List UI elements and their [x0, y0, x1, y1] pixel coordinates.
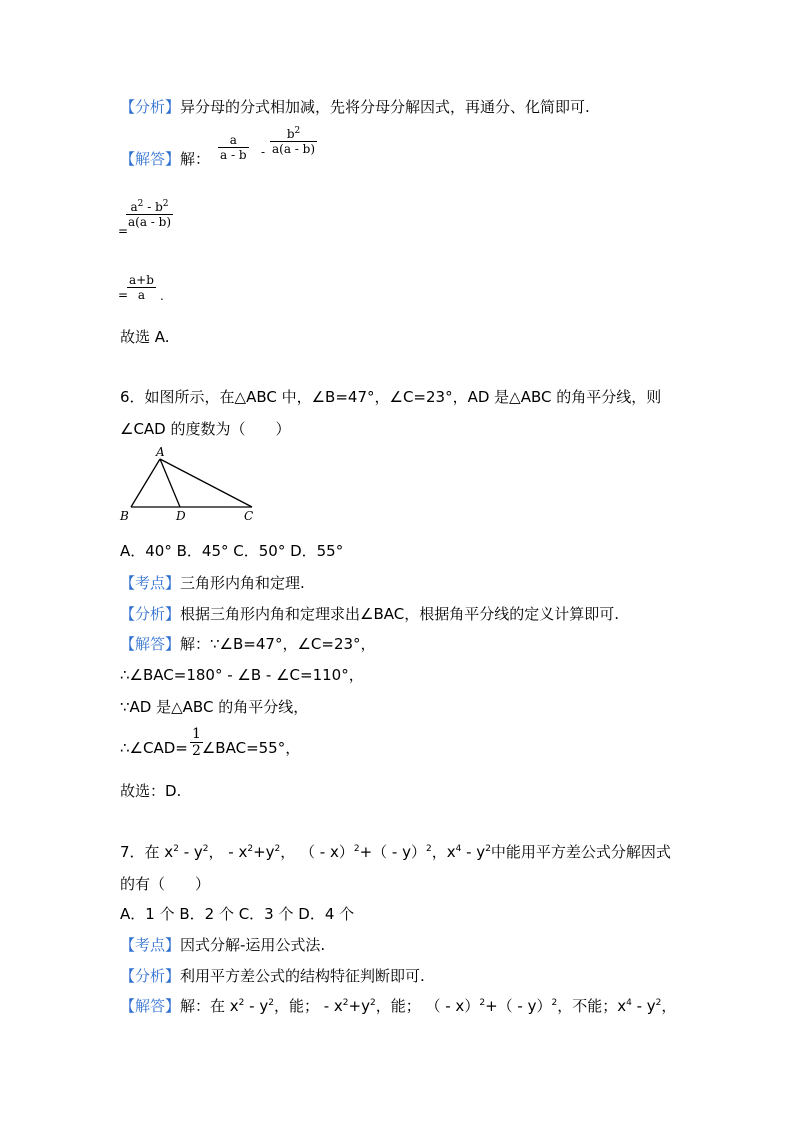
minus-sign: -: [261, 145, 266, 159]
analysis-text: 利用平方差公式的结构特征判断即可.: [180, 967, 425, 985]
q5-analysis: [120, 97, 590, 117]
stem-part: +（ - y）: [359, 843, 426, 861]
q5-fraction-1: [218, 133, 249, 162]
segment-ad: [160, 459, 180, 507]
exponent: 2: [247, 844, 254, 854]
side-ac: [160, 459, 252, 507]
fraction-denominator: a(a - b): [128, 215, 172, 229]
exponent: 2: [426, 844, 432, 854]
step3-suffix: ∠BAC=55°，: [201, 739, 301, 757]
exponent: 2: [238, 998, 245, 1008]
kaodian-text: 三角形内角和定理.: [180, 574, 305, 592]
q7-stem-line2: 的有（ ）: [120, 875, 211, 893]
period: .: [160, 289, 164, 303]
analysis-text: 异分母的分式相加减，先将分母分解因式，再通分、化简即可.: [180, 98, 590, 116]
num-exp: 2: [294, 126, 301, 136]
q7-answer: [120, 996, 676, 1016]
fraction-denominator: a: [137, 288, 146, 302]
side-ab: [131, 459, 160, 507]
exponent: 4: [626, 998, 632, 1008]
stem-part: ， （ - x）: [280, 843, 354, 861]
answer-tag: 【解答】: [120, 150, 181, 168]
fraction-numerator: a+b: [129, 273, 154, 287]
label-c: C: [244, 509, 254, 523]
q6-step3: [120, 738, 300, 758]
q5-step1-fraction: [126, 200, 173, 229]
q6-conclusion: 故选：D.: [120, 782, 182, 800]
exponent: 2: [173, 844, 179, 854]
analysis-tag: 【分析】: [120, 967, 181, 985]
equals-sign: =: [118, 288, 129, 302]
ans-part: - y: [631, 997, 656, 1015]
stem-part: ，x: [431, 843, 456, 861]
label-b: B: [120, 509, 129, 523]
stem-part: +y: [253, 843, 275, 861]
num-base: b: [286, 127, 295, 141]
q6-step1: ∴∠BAC=180° - ∠B - ∠C=110°，: [120, 666, 364, 684]
exponent: 2: [268, 998, 274, 1008]
ans-part: ，能； - x: [273, 997, 343, 1015]
q7-options: A．1 个 B．2 个 C．3 个 D．4 个: [120, 905, 355, 923]
q5-conclusion: 故选 A.: [120, 328, 170, 346]
q6-stem-line1: 6．如图所示，在△ABC 中，∠B=47°，∠C=23°，AD 是△ABC 的角平分线，则: [120, 388, 662, 406]
exponent: 2: [369, 998, 376, 1008]
fraction-numerator: 1: [192, 726, 201, 742]
fraction-denominator: 2: [192, 743, 201, 759]
q5-answer-line: [120, 149, 210, 169]
fraction-numerator: [126, 200, 173, 214]
exponent: 2: [353, 844, 360, 854]
answer-tag: 【解答】: [120, 997, 181, 1015]
label-d: D: [176, 509, 186, 523]
exponent: 2: [479, 998, 486, 1008]
fraction-numerator: a: [229, 133, 237, 147]
q5-step2-fraction: [127, 273, 156, 302]
answer-text: 解：∵∠B=47°，∠C=23°，: [180, 635, 376, 653]
ans-part: ，不能；x: [557, 997, 627, 1015]
fraction-denominator: a - b: [220, 148, 247, 162]
label-a: A: [156, 445, 165, 459]
exponent: 2: [551, 998, 558, 1008]
half-fraction: [190, 726, 203, 759]
answer-tag: 【解答】: [120, 635, 181, 653]
num-mid: - b: [143, 200, 163, 214]
ans-part: ，: [661, 997, 677, 1015]
q6-answer: [120, 634, 376, 654]
step3-prefix: ∴∠CAD=: [120, 739, 188, 757]
exponent: 2: [485, 844, 491, 854]
exponent: 2: [342, 998, 349, 1008]
stem-part: - y: [461, 843, 486, 861]
exponent: 2: [202, 844, 209, 854]
q6-step2: ∵AD 是△ABC 的角平分线，: [120, 698, 309, 716]
exponent: 2: [274, 844, 281, 854]
stem-part: 7．在 x: [120, 843, 174, 861]
kaodian-text: 因式分解-运用公式法.: [180, 936, 326, 954]
q6-stem-line2: ∠CAD 的度数为（ ）: [120, 420, 291, 438]
ans-part: +y: [348, 997, 370, 1015]
q6-options: A．40° B．45° C．50° D．55°: [120, 542, 344, 560]
ans-part: 解：在 x: [180, 997, 239, 1015]
analysis-tag: 【分析】: [120, 605, 181, 623]
exponent: 2: [655, 998, 662, 1008]
num-exp2: 2: [162, 199, 169, 209]
analysis-tag: 【分析】: [120, 98, 181, 116]
q7-kaodian: [120, 935, 325, 955]
exponent: 4: [455, 844, 462, 854]
kaodian-tag: 【考点】: [120, 574, 181, 592]
stem-part: ， - x: [208, 843, 248, 861]
analysis-text: 根据三角形内角和定理求出∠BAC，根据角平分线的定义计算即可.: [180, 605, 619, 623]
q6-kaodian: [120, 573, 305, 593]
q7-analysis: [120, 966, 425, 986]
q6-analysis: [120, 604, 619, 624]
kaodian-tag: 【考点】: [120, 936, 181, 954]
triangle-figure: [118, 445, 263, 523]
fraction-denominator: a(a - b): [272, 142, 316, 156]
num-a: a: [130, 200, 138, 214]
q7-stem-line1: [120, 842, 671, 862]
equals-sign: =: [118, 224, 129, 238]
stem-part: - y: [178, 843, 203, 861]
fraction-numerator: [270, 127, 317, 141]
num-exp1: 2: [137, 199, 144, 209]
stem-part: 中能用平方差公式分解因式: [490, 843, 671, 861]
ans-part: - y: [244, 997, 269, 1015]
ans-part: +（ - y）: [485, 997, 552, 1015]
answer-prefix: 解：: [180, 150, 211, 168]
ans-part: ，能； （ - x）: [375, 997, 480, 1015]
q5-fraction-2: [270, 127, 317, 156]
